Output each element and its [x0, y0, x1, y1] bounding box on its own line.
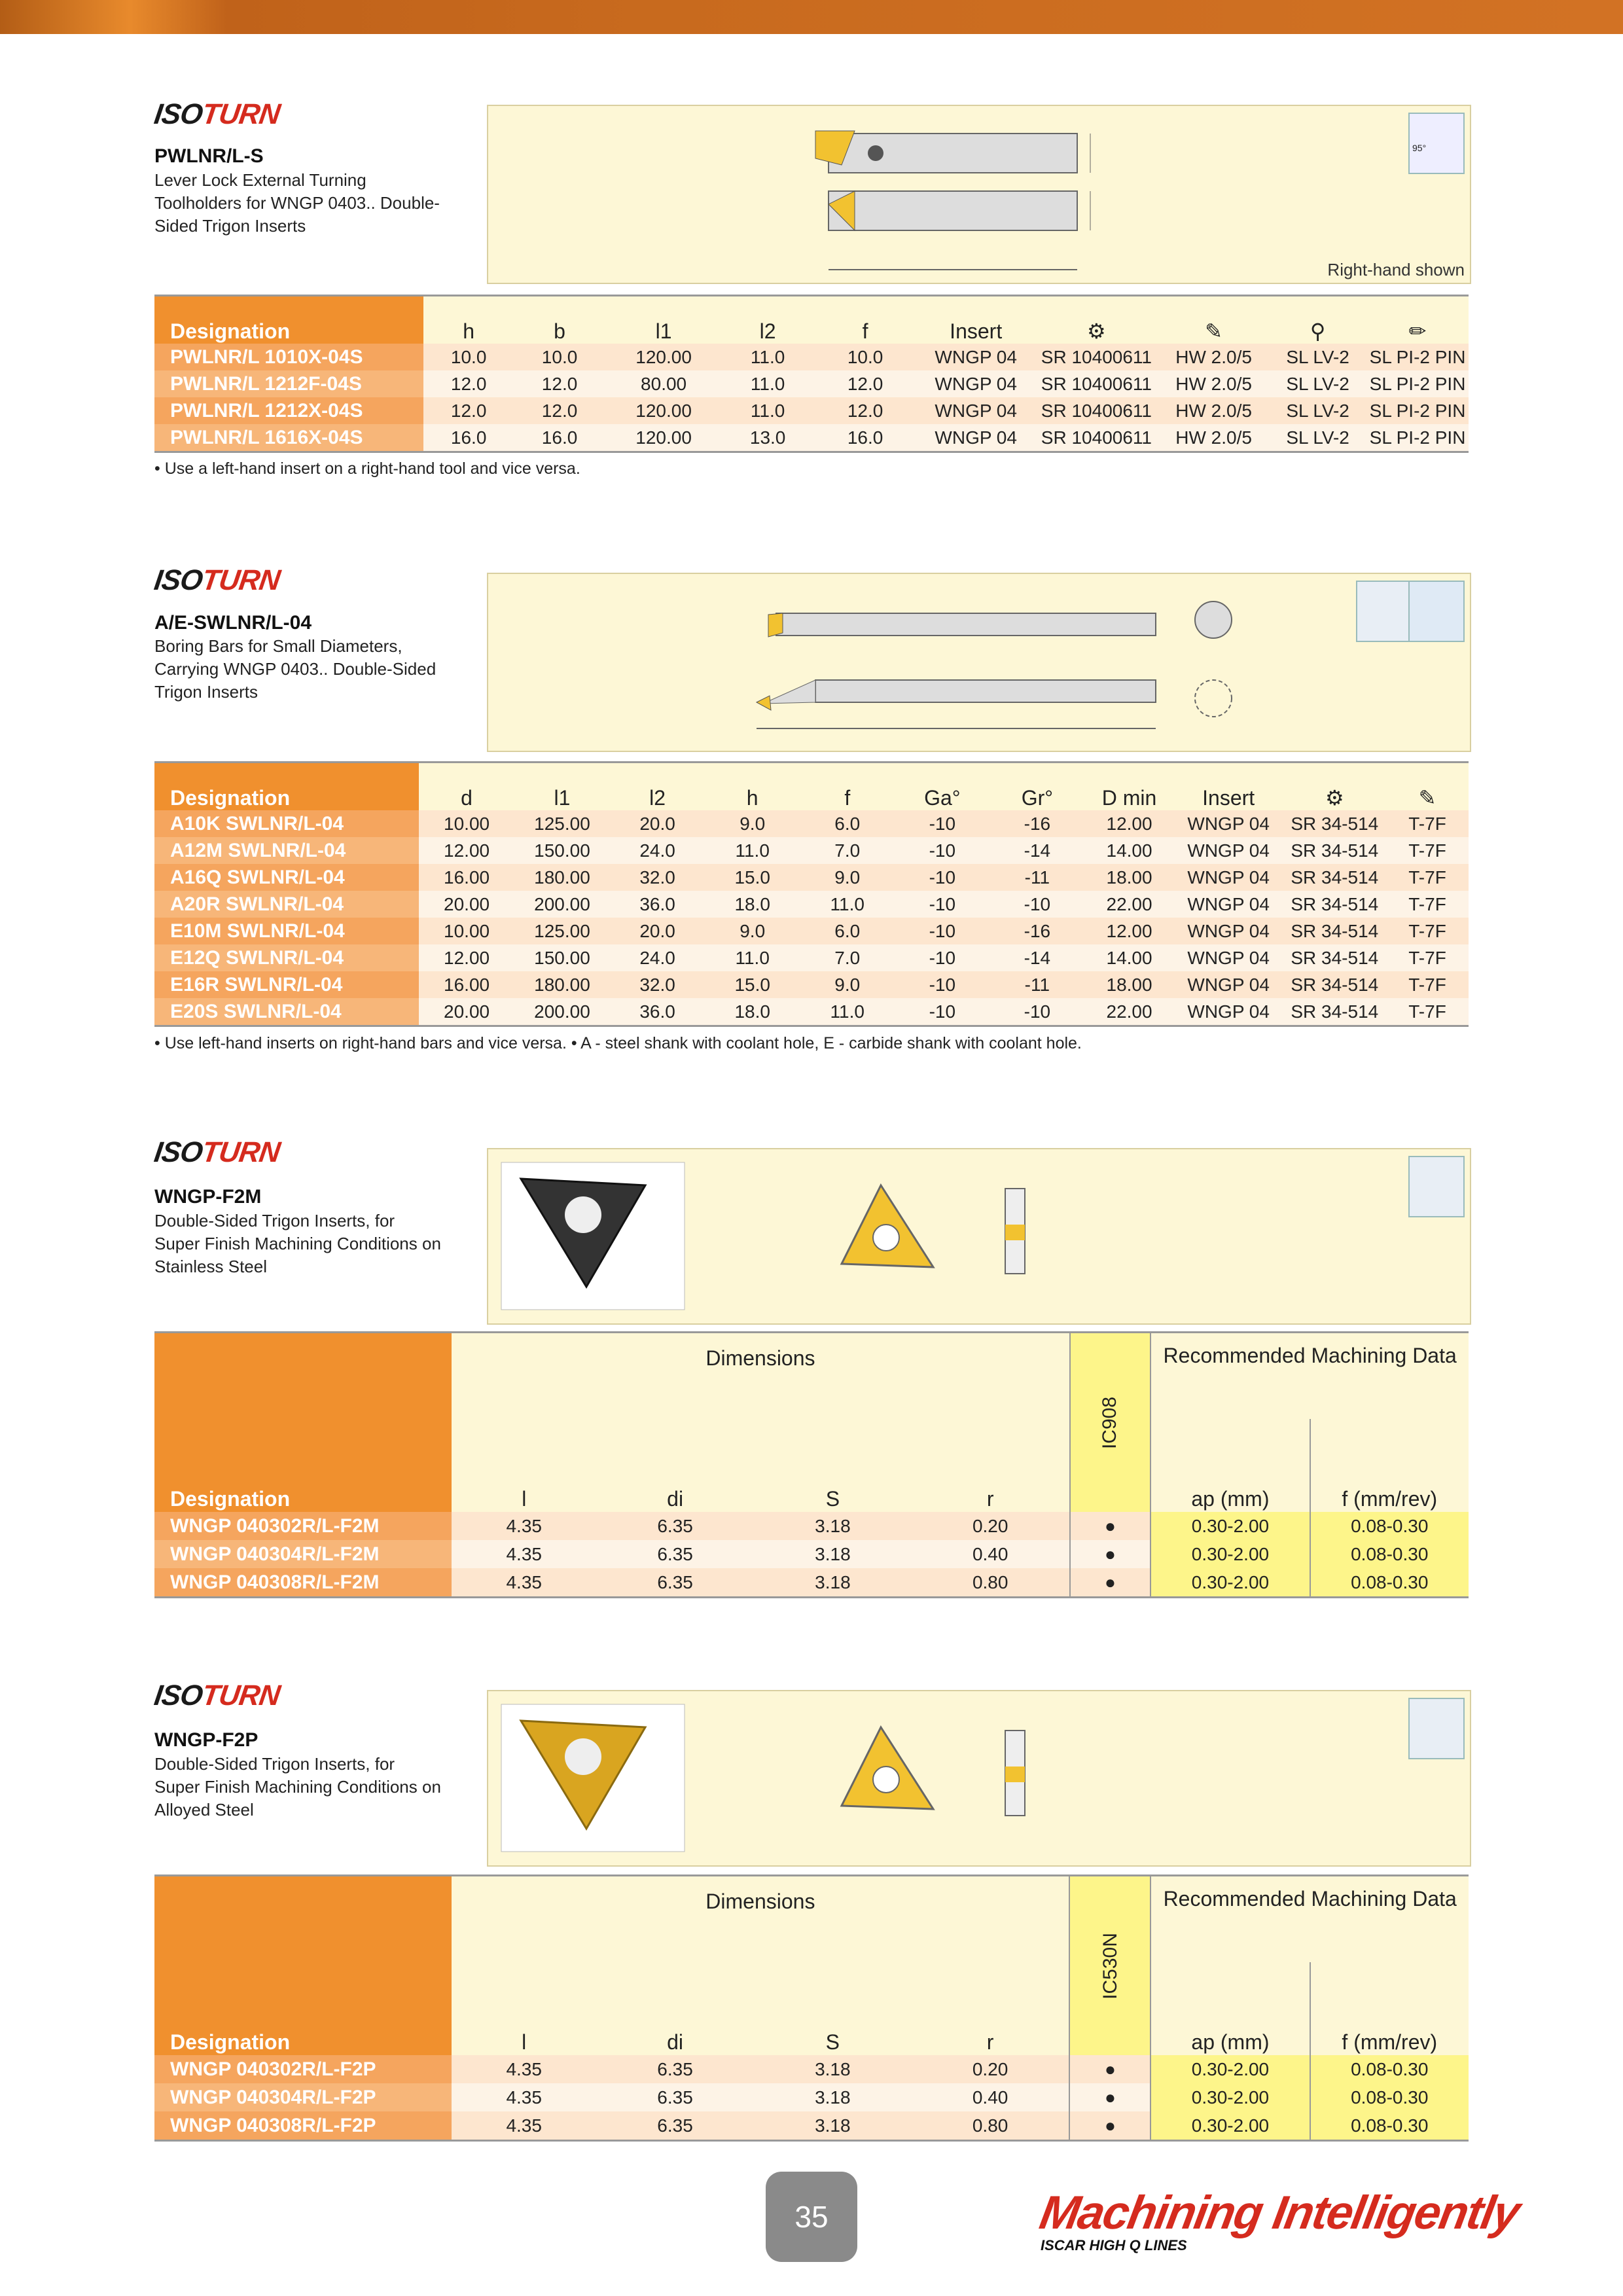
value-cell: 12.0 — [514, 397, 605, 424]
value-cell: 7.0 — [800, 944, 895, 971]
value-cell: -16 — [990, 918, 1084, 944]
col-f: f (mm/rev) — [1310, 1962, 1469, 2055]
value-cell: 16.00 — [419, 971, 514, 998]
machining-data-cell: 0.30-2.00 — [1150, 1540, 1310, 1568]
value-cell: -10 — [895, 810, 990, 837]
table-row — [154, 891, 1469, 918]
value-cell: SL LV-2 — [1269, 424, 1366, 452]
value-cell: 32.0 — [610, 971, 705, 998]
value-cell: 0.20 — [912, 2055, 1070, 2083]
product-description: Double-Sided Trigon Inserts, for Super Finish Machining Conditions on Alloyed Steel — [154, 1754, 441, 1820]
designation-cell: WNGP 040304R/L-F2P — [154, 2083, 452, 2111]
value-cell: 150.00 — [514, 944, 610, 971]
value-cell: -14 — [990, 837, 1084, 864]
value-cell: T-7F — [1386, 810, 1469, 837]
value-cell: T-7F — [1386, 998, 1469, 1026]
value-cell: 16.0 — [514, 424, 605, 452]
value-cell: 20.0 — [610, 810, 705, 837]
value-cell: 24.0 — [610, 944, 705, 971]
value-cell: 13.0 — [722, 424, 813, 452]
col-designation: Designation — [154, 1876, 452, 2056]
table-row — [154, 864, 1469, 891]
designation-cell: PWLNR/L 1616X-04S — [154, 424, 423, 452]
value-cell: 120.00 — [605, 344, 722, 370]
value-cell: 6.35 — [596, 1512, 754, 1540]
designation-cell: WNGP 040302R/L-F2P — [154, 2055, 452, 2083]
col-h: h — [423, 296, 514, 344]
grade-availability-cell: ● — [1069, 2083, 1150, 2111]
machining-data-cell: 0.08-0.30 — [1310, 2111, 1469, 2141]
value-cell: WNGP 04 — [918, 370, 1035, 397]
isoturn-logo: ISOTURN — [152, 1679, 282, 1712]
value-cell: 9.0 — [705, 810, 800, 837]
value-cell: SR 34-514 — [1283, 810, 1386, 837]
boring-bar-diagram — [487, 573, 1471, 752]
value-cell: 14.00 — [1084, 944, 1173, 971]
value-cell: 15.0 — [705, 864, 800, 891]
col-ga: Ga° — [895, 762, 990, 811]
designation-cell: PWLNR/L 1010X-04S — [154, 344, 423, 370]
value-cell: SR 10400611 — [1035, 344, 1158, 370]
col-ap: ap (mm) — [1150, 1419, 1310, 1512]
coolant-icon — [1408, 581, 1465, 642]
designation-cell: E20S SWLNR/L-04 — [154, 998, 419, 1026]
value-cell: WNGP 04 — [1174, 918, 1283, 944]
value-cell: 6.35 — [596, 1540, 754, 1568]
col-dim: r — [912, 1962, 1070, 2055]
value-cell: SR 10400611 — [1035, 370, 1158, 397]
value-cell: 6.35 — [596, 1568, 754, 1598]
col-dim: r — [912, 1419, 1070, 1512]
col-dim: di — [596, 1419, 754, 1512]
designation-cell: WNGP 040308R/L-F2P — [154, 2111, 452, 2141]
value-cell: 0.80 — [912, 2111, 1070, 2141]
value-cell: HW 2.0/5 — [1158, 424, 1269, 452]
col-gr: Gr° — [990, 762, 1084, 811]
value-cell: 22.00 — [1084, 998, 1173, 1026]
value-cell: WNGP 04 — [918, 344, 1035, 370]
value-cell: 3.18 — [754, 2055, 912, 2083]
value-cell: T-7F — [1386, 837, 1469, 864]
recommended-header: Recommended Machining Data — [1150, 1876, 1469, 1963]
value-cell: WNGP 04 — [1174, 810, 1283, 837]
col-f: f — [813, 296, 918, 344]
value-cell: T-7F — [1386, 971, 1469, 998]
key-icon: ✎ — [1386, 762, 1469, 811]
value-cell: WNGP 04 — [1174, 998, 1283, 1026]
value-cell: 20.00 — [419, 891, 514, 918]
value-cell: SR 34-514 — [1283, 918, 1386, 944]
screw-icon: ⚙ — [1035, 296, 1158, 344]
insert-drawing — [488, 1691, 1470, 1865]
col-f: f — [800, 762, 895, 811]
value-cell: HW 2.0/5 — [1158, 397, 1269, 424]
value-cell: WNGP 04 — [1174, 971, 1283, 998]
grade-availability-cell: ● — [1070, 1540, 1151, 1568]
machining-data-cell: 0.08-0.30 — [1310, 2083, 1469, 2111]
value-cell: 180.00 — [514, 864, 610, 891]
value-cell: 20.00 — [419, 998, 514, 1026]
table-row — [154, 397, 1469, 424]
value-cell: 11.0 — [722, 397, 813, 424]
value-cell: 10.0 — [423, 344, 514, 370]
table-row — [154, 2055, 1469, 2083]
pin-icon: ✏ — [1366, 296, 1469, 344]
approach-angle-icon: 95° — [1408, 113, 1465, 174]
value-cell: 4.35 — [452, 2111, 596, 2141]
table-row — [154, 344, 1469, 370]
toolholder-diagram — [487, 105, 1471, 284]
value-cell: SL PI-2 PIN — [1366, 424, 1469, 452]
value-cell: 150.00 — [514, 837, 610, 864]
col-designation: Designation — [154, 1333, 452, 1513]
value-cell: 10.00 — [419, 918, 514, 944]
value-cell: WNGP 04 — [1174, 891, 1283, 918]
designation-cell: E10M SWLNR/L-04 — [154, 918, 419, 944]
value-cell: 0.40 — [912, 1540, 1070, 1568]
insert-diagram — [487, 1690, 1471, 1867]
toolholder-drawing — [488, 106, 1470, 283]
value-cell: 0.40 — [912, 2083, 1070, 2111]
dimensions-header: Dimensions — [452, 1876, 1069, 1963]
table-note: • Use left-hand inserts on right-hand bars and vice versa. • A - steel shank with coolant hole, E - carbide shank with coolant hole. — [154, 1034, 1082, 1052]
boring-bar-drawing — [488, 574, 1470, 751]
value-cell: SR 34-514 — [1283, 837, 1386, 864]
product-description: Boring Bars for Small Diameters, Carrying WNGP 0403.. Double-Sided Trigon Inserts — [154, 636, 437, 702]
machining-data-cell: 0.30-2.00 — [1150, 2111, 1310, 2141]
col-insert: Insert — [1174, 762, 1283, 811]
designation-cell: A12M SWLNR/L-04 — [154, 837, 419, 864]
value-cell: 125.00 — [514, 918, 610, 944]
product-code: WNGP-F2M — [154, 1186, 262, 1208]
col-l1: l1 — [605, 296, 722, 344]
machining-data-cell: 0.08-0.30 — [1310, 1512, 1469, 1540]
value-cell: 11.0 — [705, 944, 800, 971]
value-cell: 12.00 — [419, 837, 514, 864]
value-cell: 14.00 — [1084, 837, 1173, 864]
table-row — [154, 1540, 1469, 1568]
value-cell: 12.0 — [514, 370, 605, 397]
value-cell: 3.18 — [754, 2083, 912, 2111]
value-cell: 4.35 — [452, 2055, 596, 2083]
value-cell: -10 — [990, 998, 1084, 1026]
slogan-sub: ISCAR HIGH Q LINES — [1041, 2237, 1187, 2253]
value-cell: 4.35 — [452, 1512, 596, 1540]
value-cell: 3.18 — [754, 2111, 912, 2141]
grade-availability-cell: ● — [1069, 2055, 1150, 2083]
value-cell: SR 34-514 — [1283, 971, 1386, 998]
col-l1: l1 — [514, 762, 610, 811]
value-cell: 18.0 — [705, 891, 800, 918]
value-cell: 10.00 — [419, 810, 514, 837]
value-cell: 120.00 — [605, 424, 722, 452]
header-row — [154, 1333, 1469, 1420]
value-cell: 4.35 — [452, 1540, 596, 1568]
value-cell: 6.35 — [596, 2055, 754, 2083]
value-cell: 7.0 — [800, 837, 895, 864]
value-cell: 10.0 — [813, 344, 918, 370]
value-cell: 11.0 — [722, 370, 813, 397]
product-description: Lever Lock External Turning Toolholders for WNGP 0403.. Double-Sided Trigon Inserts — [154, 170, 440, 236]
value-cell: SL PI-2 PIN — [1366, 397, 1469, 424]
value-cell: SL LV-2 — [1269, 370, 1366, 397]
designation-cell: PWLNR/L 1212F-04S — [154, 370, 423, 397]
top-banner — [0, 0, 1623, 34]
product-code: PWLNR/L-S — [154, 145, 264, 167]
col-dim: l — [452, 1962, 596, 2055]
isoturn-logo: ISOTURN — [152, 564, 282, 596]
value-cell: 10.0 — [514, 344, 605, 370]
grade-availability-cell: ● — [1069, 2111, 1150, 2141]
value-cell: 9.0 — [705, 918, 800, 944]
value-cell: SR 34-514 — [1283, 864, 1386, 891]
value-cell: T-7F — [1386, 864, 1469, 891]
table-note: • Use a left-hand insert on a right-hand tool and vice versa. — [154, 459, 580, 478]
recommended-header: Recommended Machining Data — [1150, 1333, 1469, 1420]
screw-icon: ⚙ — [1283, 762, 1386, 811]
product-code: WNGP-F2P — [154, 1729, 259, 1751]
value-cell: 9.0 — [800, 864, 895, 891]
product-code: A/E-SWLNR/L-04 — [154, 612, 312, 634]
value-cell: 12.0 — [813, 397, 918, 424]
slogan: Machining Intelligently — [1035, 2187, 1524, 2239]
col-f: f (mm/rev) — [1310, 1419, 1469, 1512]
value-cell: 12.0 — [423, 370, 514, 397]
value-cell: WNGP 04 — [1174, 864, 1283, 891]
value-cell: -10 — [895, 891, 990, 918]
table-row — [154, 2083, 1469, 2111]
value-cell: -16 — [990, 810, 1084, 837]
col-dim: di — [596, 1962, 754, 2055]
designation-cell: E16R SWLNR/L-04 — [154, 971, 419, 998]
value-cell: 200.00 — [514, 998, 610, 1026]
value-cell: 200.00 — [514, 891, 610, 918]
table-row — [154, 810, 1469, 837]
value-cell: 15.0 — [705, 971, 800, 998]
machining-data-cell: 0.30-2.00 — [1150, 1512, 1310, 1540]
value-cell: 6.0 — [800, 918, 895, 944]
lever-icon: ⚲ — [1269, 296, 1366, 344]
product-description: Double-Sided Trigon Inserts, for Super Finish Machining Conditions on Stainless Steel — [154, 1211, 441, 1276]
value-cell: 12.0 — [423, 397, 514, 424]
value-cell: 18.0 — [705, 998, 800, 1026]
value-cell: 120.00 — [605, 397, 722, 424]
machining-data-cell: 0.08-0.30 — [1310, 2055, 1469, 2083]
value-cell: 6.35 — [596, 2083, 754, 2111]
value-cell: 3.18 — [754, 1540, 912, 1568]
machining-data-cell: 0.08-0.30 — [1310, 1568, 1469, 1598]
value-cell: 3.18 — [754, 1512, 912, 1540]
table-row — [154, 837, 1469, 864]
value-cell: 16.0 — [813, 424, 918, 452]
col-b: b — [514, 296, 605, 344]
dimensions-header: Dimensions — [452, 1333, 1069, 1420]
value-cell: -10 — [895, 971, 990, 998]
col-designation: Designation — [154, 296, 423, 344]
value-cell: -10 — [895, 864, 990, 891]
value-cell: SR 10400611 — [1035, 397, 1158, 424]
value-cell: 125.00 — [514, 810, 610, 837]
value-cell: 24.0 — [610, 837, 705, 864]
col-dim: S — [754, 1962, 912, 2055]
col-ap: ap (mm) — [1150, 1962, 1310, 2055]
value-cell: 36.0 — [610, 998, 705, 1026]
grade-availability-cell: ● — [1070, 1512, 1151, 1540]
value-cell: 11.0 — [722, 344, 813, 370]
machining-data-cell: 0.30-2.00 — [1150, 1568, 1310, 1598]
value-cell: 16.0 — [423, 424, 514, 452]
col-designation: Designation — [154, 762, 419, 811]
col-h: h — [705, 762, 800, 811]
designation-cell: WNGP 040302R/L-F2M — [154, 1512, 452, 1540]
approach-angle-icon — [1408, 1698, 1465, 1759]
value-cell: HW 2.0/5 — [1158, 344, 1269, 370]
value-cell: 11.0 — [705, 837, 800, 864]
col-insert: Insert — [918, 296, 1035, 344]
f2p-table — [154, 1874, 1469, 2142]
swlnr-table — [154, 761, 1469, 1027]
machining-data-cell: 0.08-0.30 — [1310, 1540, 1469, 1568]
f2m-table — [154, 1331, 1469, 1598]
value-cell: 11.0 — [800, 891, 895, 918]
value-cell: 12.00 — [1084, 918, 1173, 944]
value-cell: 4.35 — [452, 1568, 596, 1598]
value-cell: 12.0 — [813, 370, 918, 397]
value-cell: WNGP 04 — [1174, 944, 1283, 971]
table-row — [154, 1512, 1469, 1540]
designation-cell: PWLNR/L 1212X-04S — [154, 397, 423, 424]
table-row — [154, 2111, 1469, 2141]
value-cell: 12.00 — [1084, 810, 1173, 837]
value-cell: SL LV-2 — [1269, 344, 1366, 370]
value-cell: HW 2.0/5 — [1158, 370, 1269, 397]
col-l2: l2 — [610, 762, 705, 811]
value-cell: 32.0 — [610, 864, 705, 891]
value-cell: 4.35 — [452, 2083, 596, 2111]
designation-cell: WNGP 040304R/L-F2M — [154, 1540, 452, 1568]
value-cell: WNGP 04 — [918, 424, 1035, 452]
pwlnr-table — [154, 295, 1469, 453]
value-cell: SR 34-514 — [1283, 891, 1386, 918]
value-cell: 80.00 — [605, 370, 722, 397]
value-cell: T-7F — [1386, 891, 1469, 918]
machining-data-cell: 0.30-2.00 — [1150, 2055, 1310, 2083]
table-row — [154, 424, 1469, 452]
value-cell: -11 — [990, 864, 1084, 891]
right-hand-shown-label: Right-hand shown — [1327, 260, 1465, 279]
insert-diagram — [487, 1148, 1471, 1325]
designation-cell: E12Q SWLNR/L-04 — [154, 944, 419, 971]
col-dmin: D min — [1084, 762, 1173, 811]
insert-drawing — [488, 1149, 1470, 1323]
table-row — [154, 918, 1469, 944]
table-row — [154, 971, 1469, 998]
value-cell: 0.20 — [912, 1512, 1070, 1540]
value-cell: SL PI-2 PIN — [1366, 344, 1469, 370]
key-icon: ✎ — [1158, 296, 1269, 344]
value-cell: 20.0 — [610, 918, 705, 944]
value-cell: T-7F — [1386, 918, 1469, 944]
value-cell: -10 — [990, 891, 1084, 918]
col-l2: l2 — [722, 296, 813, 344]
value-cell: -10 — [895, 918, 990, 944]
value-cell: 12.00 — [419, 944, 514, 971]
designation-cell: A20R SWLNR/L-04 — [154, 891, 419, 918]
value-cell: 11.0 — [800, 998, 895, 1026]
value-cell: WNGP 04 — [1174, 837, 1283, 864]
value-cell: -10 — [895, 944, 990, 971]
approach-angle-icon — [1356, 581, 1412, 642]
designation-cell: A16Q SWLNR/L-04 — [154, 864, 419, 891]
value-cell: SR 10400611 — [1035, 424, 1158, 452]
value-cell: WNGP 04 — [918, 397, 1035, 424]
table-row — [154, 1568, 1469, 1598]
value-cell: -10 — [895, 837, 990, 864]
value-cell: SL PI-2 PIN — [1366, 370, 1469, 397]
col-dim: l — [452, 1419, 596, 1512]
value-cell: 36.0 — [610, 891, 705, 918]
value-cell: 6.35 — [596, 2111, 754, 2141]
value-cell: 16.00 — [419, 864, 514, 891]
value-cell: 18.00 — [1084, 864, 1173, 891]
header-row — [154, 1876, 1469, 1963]
isoturn-logo: ISOTURN — [152, 98, 282, 130]
designation-cell: A10K SWLNR/L-04 — [154, 810, 419, 837]
table-row — [154, 370, 1469, 397]
machining-data-cell: 0.30-2.00 — [1150, 2083, 1310, 2111]
value-cell: 6.0 — [800, 810, 895, 837]
designation-cell: WNGP 040308R/L-F2M — [154, 1568, 452, 1598]
value-cell: -10 — [895, 998, 990, 1026]
col-dim: S — [754, 1419, 912, 1512]
grade-header: IC908 — [1070, 1333, 1151, 1513]
value-cell: 0.80 — [912, 1568, 1070, 1598]
approach-angle-icon — [1408, 1156, 1465, 1217]
value-cell: T-7F — [1386, 944, 1469, 971]
page-number: 35 — [766, 2172, 857, 2262]
col-d: d — [419, 762, 514, 811]
table-row — [154, 998, 1469, 1026]
isoturn-logo: ISOTURN — [152, 1136, 282, 1168]
value-cell: 9.0 — [800, 971, 895, 998]
value-cell: SR 34-514 — [1283, 944, 1386, 971]
value-cell: SL LV-2 — [1269, 397, 1366, 424]
value-cell: -11 — [990, 971, 1084, 998]
grade-availability-cell: ● — [1070, 1568, 1151, 1598]
value-cell: -14 — [990, 944, 1084, 971]
value-cell: 18.00 — [1084, 971, 1173, 998]
value-cell: SR 34-514 — [1283, 998, 1386, 1026]
value-cell: 180.00 — [514, 971, 610, 998]
grade-header: IC530N — [1069, 1876, 1150, 2056]
table-row — [154, 944, 1469, 971]
value-cell: 22.00 — [1084, 891, 1173, 918]
value-cell: 3.18 — [754, 1568, 912, 1598]
